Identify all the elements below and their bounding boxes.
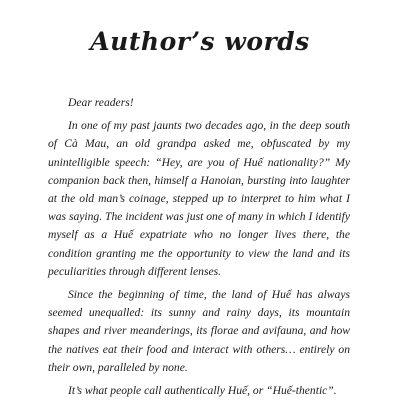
greeting: Dear readers! <box>68 96 134 109</box>
paragraph-2: Since the beginning of time, the land of Huế has always seemed unequalled: its sunny and rainy days, its mountain shapes and river meanderings, its florae and avifauna, and how the natives eat their food and interact with others… entirely on their own, paralleled by none. <box>48 288 350 374</box>
paragraph-3: It’s what people call authentically Huế, or “Huế-thentic”. <box>68 384 337 398</box>
body-text <box>48 94 350 405</box>
page-title: Author’s words <box>90 27 310 56</box>
paragraph-1: In one of my past jaunts two decades ago, in the deep south of Cà Mau, an old grandpa asked me, obfuscated by my unintelligible speech: “Hey, are you of Huế nationality?” My companion back then, himself a Hanoian, bursting into laughter at the old man’s coinage, stepped up to interpret to him what I was saying. The incident was just one of many in which I identify myself as a Huế expatriate who no longer lives there, the condition granting me the opportunity to view the land and its peculiarities through different lenses. <box>48 119 350 278</box>
